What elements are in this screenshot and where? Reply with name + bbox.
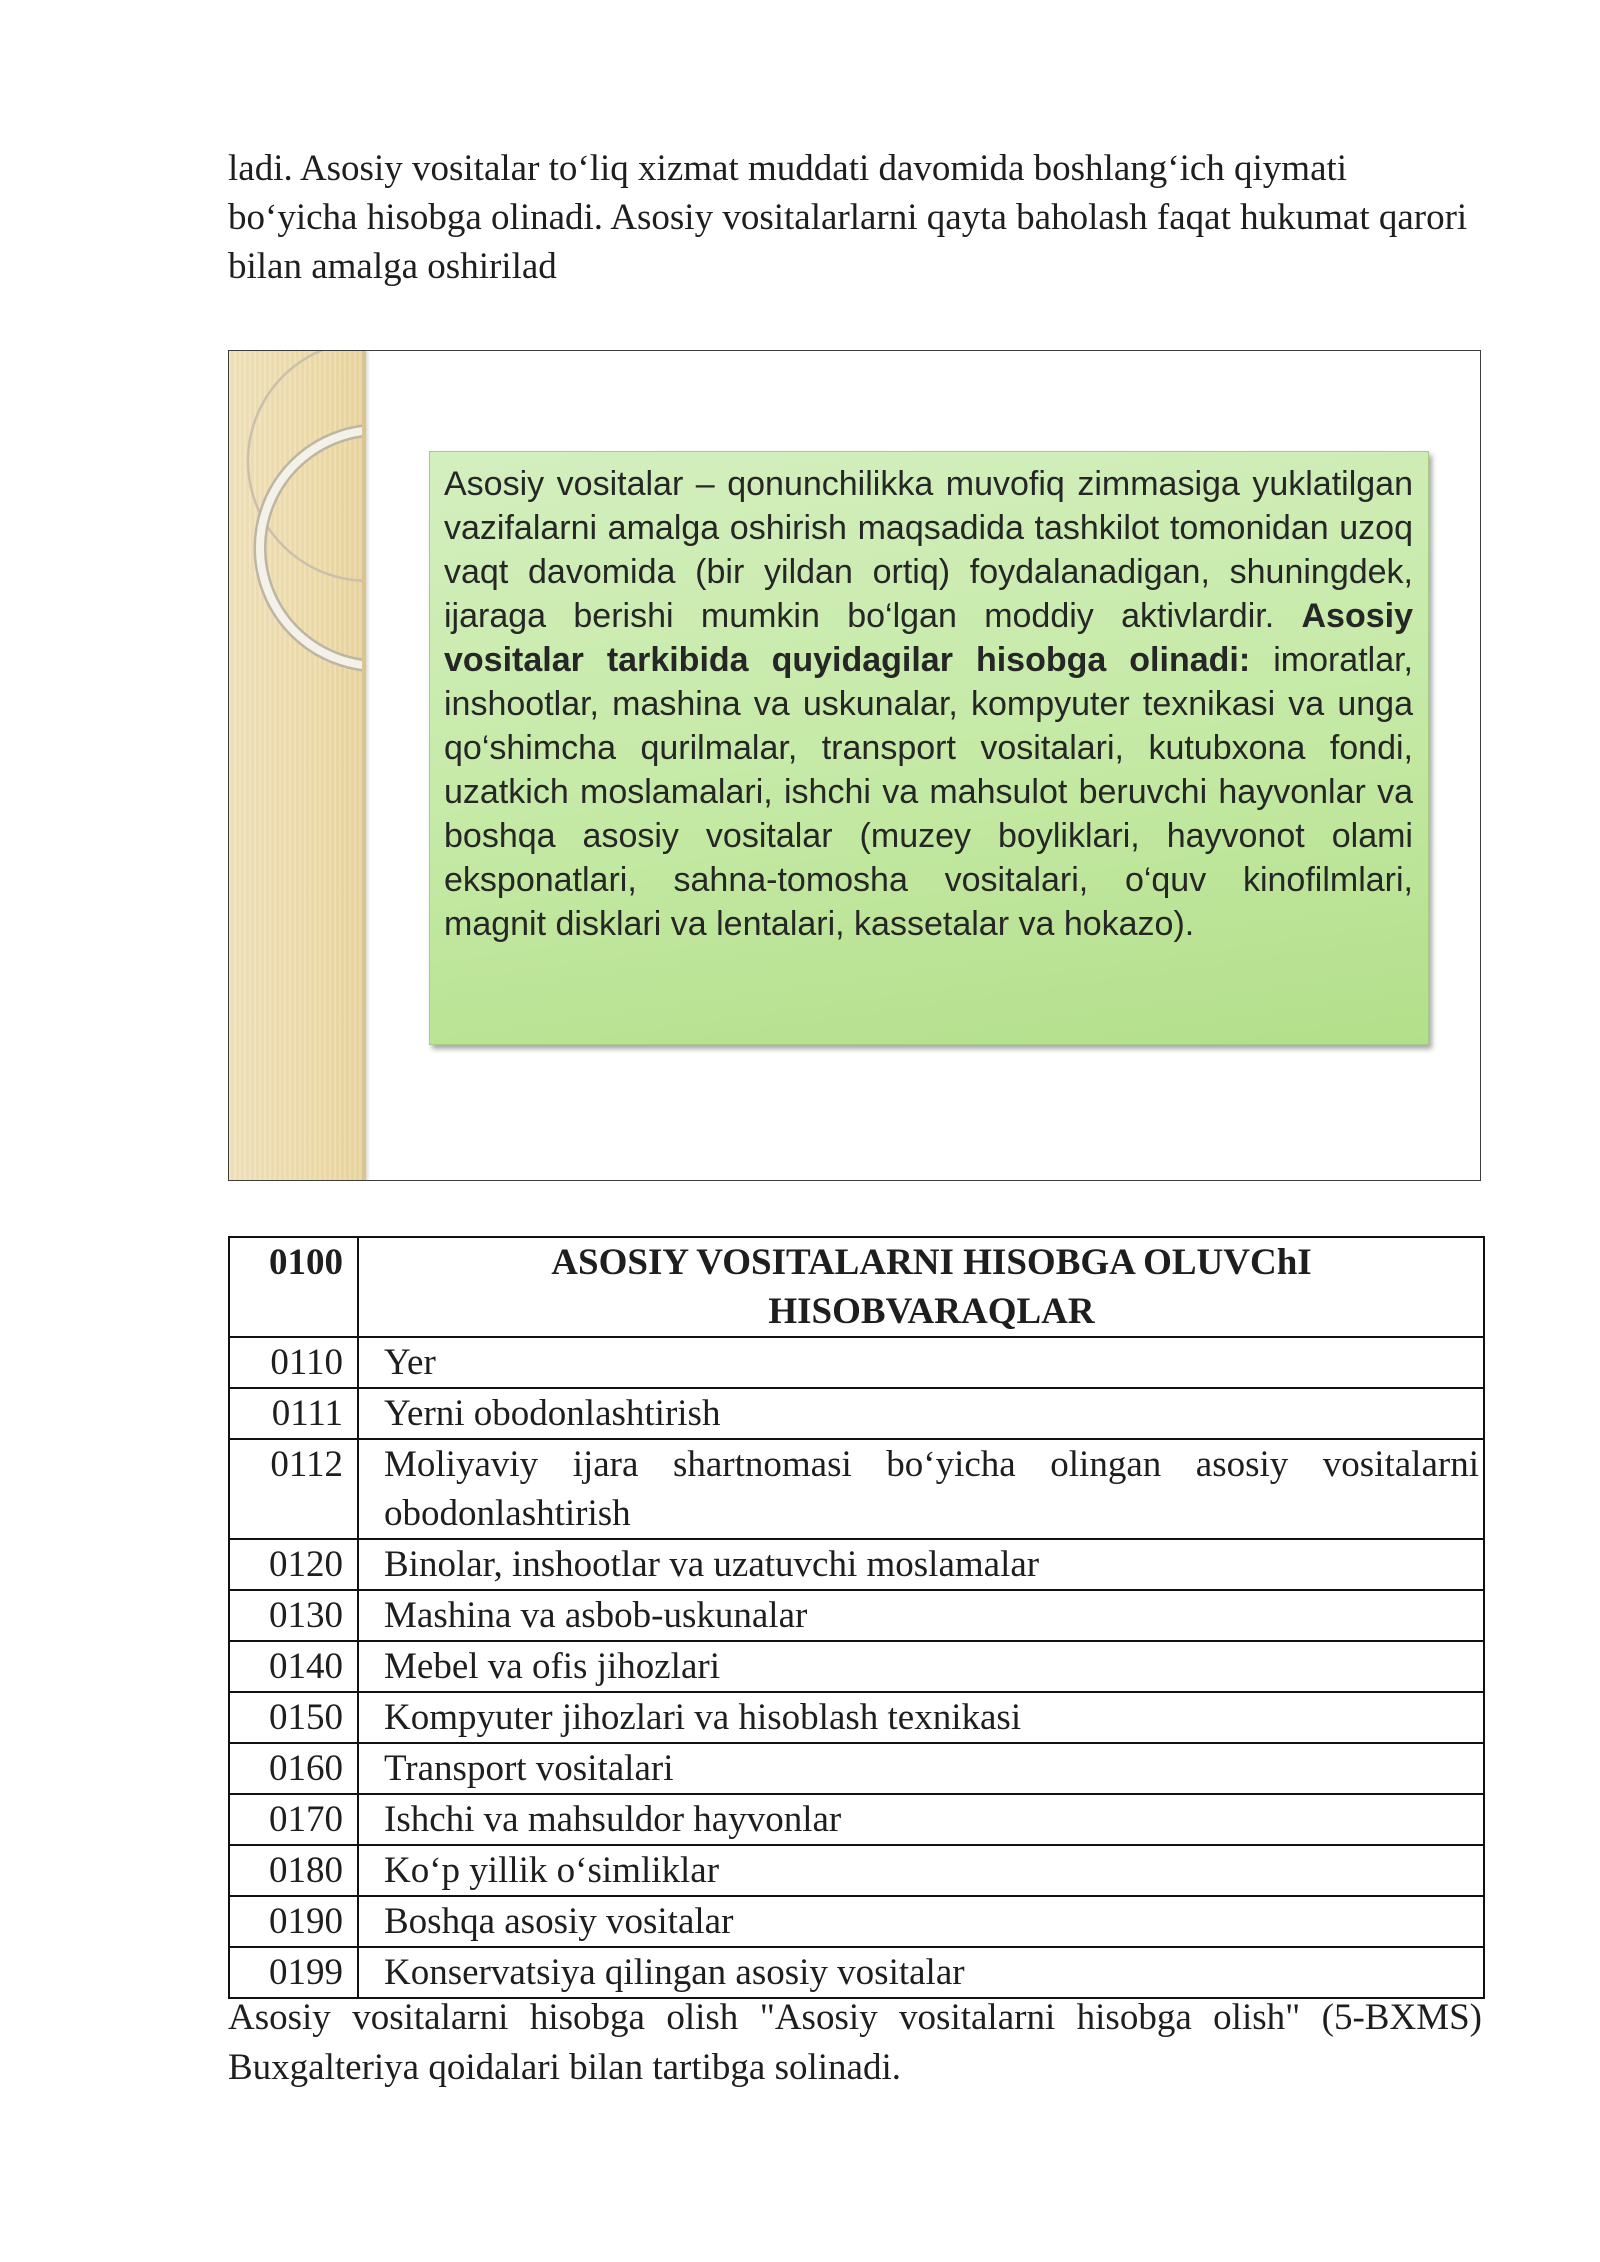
- account-code: 0112: [229, 1439, 358, 1539]
- table-row: [229, 1794, 1484, 1845]
- account-name: Mashina va asbob-uskunalar: [358, 1590, 1484, 1641]
- account-code: 0120: [229, 1539, 358, 1590]
- account-name: Kompyuter jihozlari va hisoblash texnikasi: [358, 1692, 1484, 1743]
- decorative-circles-icon: [229, 351, 366, 1180]
- account-name: Binolar, inshootlar va uzatuvchi moslamalar: [358, 1539, 1484, 1590]
- definition-box: [429, 451, 1429, 1045]
- table-row: [229, 1539, 1484, 1590]
- header-title: ASOSIY VOSITALARNI HISOBGA OLUVChI HISOBVARAQLAR: [551, 1242, 1312, 1332]
- decorative-strip: [229, 351, 366, 1180]
- account-code: 0130: [229, 1590, 358, 1641]
- definition-text: [430, 452, 1428, 946]
- account-code: 0170: [229, 1794, 358, 1845]
- header-code: 0100: [229, 1237, 358, 1337]
- account-code: 0180: [229, 1845, 358, 1896]
- account-name: Yerni obodonlashtirish: [358, 1388, 1484, 1439]
- definition-figure: [228, 350, 1481, 1181]
- account-code: 0111: [229, 1388, 358, 1439]
- account-code: 0190: [229, 1896, 358, 1947]
- header-title-cell: [358, 1237, 1484, 1337]
- table-row: [229, 1947, 1484, 1998]
- account-code: 0150: [229, 1692, 358, 1743]
- account-name: Yer: [358, 1337, 1484, 1388]
- table-row: [229, 1641, 1484, 1692]
- account-name: Mebel va ofis jihozlari: [358, 1641, 1484, 1692]
- table-row: [229, 1743, 1484, 1794]
- definition-text-bold: Asosiy vositalar tarkibida quyidagilar hisobga olinadi:: [444, 597, 1413, 679]
- accounts-table: [228, 1236, 1485, 1999]
- account-code: 0160: [229, 1743, 358, 1794]
- definition-text-end: imoratlar, inshootlar, mashina va uskunalar, kompyuter texnikasi va unga qo‘shimcha qurilmalar, transport vositalari, kutubxona fondi, uzatkich moslamalari, ishchi va mahsulot beruvchi hayvonlar va boshqa asosiy vositalar (muzey boyliklari, hayvonot olami eksponatlari, sahna-tomosha vositalari, o‘quv kinofilmlari, magnit disklari va lentalari, kassetalar va hokazo).: [444, 641, 1414, 943]
- table-row: [229, 1337, 1484, 1388]
- closing-paragraph: Asosiy vositalarni hisobga olish "Asosiy vositalarni hisobga olish" (5-BXMS) Buxgalteriya qoidalari bilan tartibga solinadi.: [228, 1997, 1482, 2088]
- account-name: Ko‘p yillik o‘simliklar: [358, 1845, 1484, 1896]
- table-row: [229, 1388, 1484, 1439]
- table-row: [229, 1845, 1484, 1896]
- account-code: 0110: [229, 1337, 358, 1388]
- intro-paragraph: ladi. Asosiy vositalar to‘liq xizmat muddati davomida boshlang‘ich qiymati bo‘yicha hisobga olinadi. Asosiy vositalarlarni qayta baholash faqat hukumat qarori bilan amalga oshirilad: [228, 148, 1468, 287]
- table-header-row: [229, 1237, 1484, 1337]
- account-name: Transport vositalari: [358, 1743, 1484, 1794]
- account-name: Konservatsiya qilingan asosiy vositalar: [358, 1947, 1484, 1998]
- account-name: Boshqa asosiy vositalar: [358, 1896, 1484, 1947]
- table-row: [229, 1439, 1484, 1539]
- account-code: 0199: [229, 1947, 358, 1998]
- table-row: [229, 1692, 1484, 1743]
- account-name: Ishchi va mahsuldor hayvonlar: [358, 1794, 1484, 1845]
- account-code: 0140: [229, 1641, 358, 1692]
- definition-text-start: Asosiy vositalar – qonunchilikka muvofiq zimmasiga yuklatilgan vazifalarni amalga oshirish maqsadida tashkilot tomonidan uzoq vaqt davomida (bir yildan ortiq) foydalanadigan, shuningdek, ijaraga berishi mumkin bo‘lgan moddiy aktivlardir.: [444, 465, 1413, 635]
- account-name: Moliyaviy ijara shartnomasi bo‘yicha olingan asosiy vositalarni obodonlashtirish: [358, 1439, 1484, 1539]
- table-row: [229, 1590, 1484, 1641]
- table-row: [229, 1896, 1484, 1947]
